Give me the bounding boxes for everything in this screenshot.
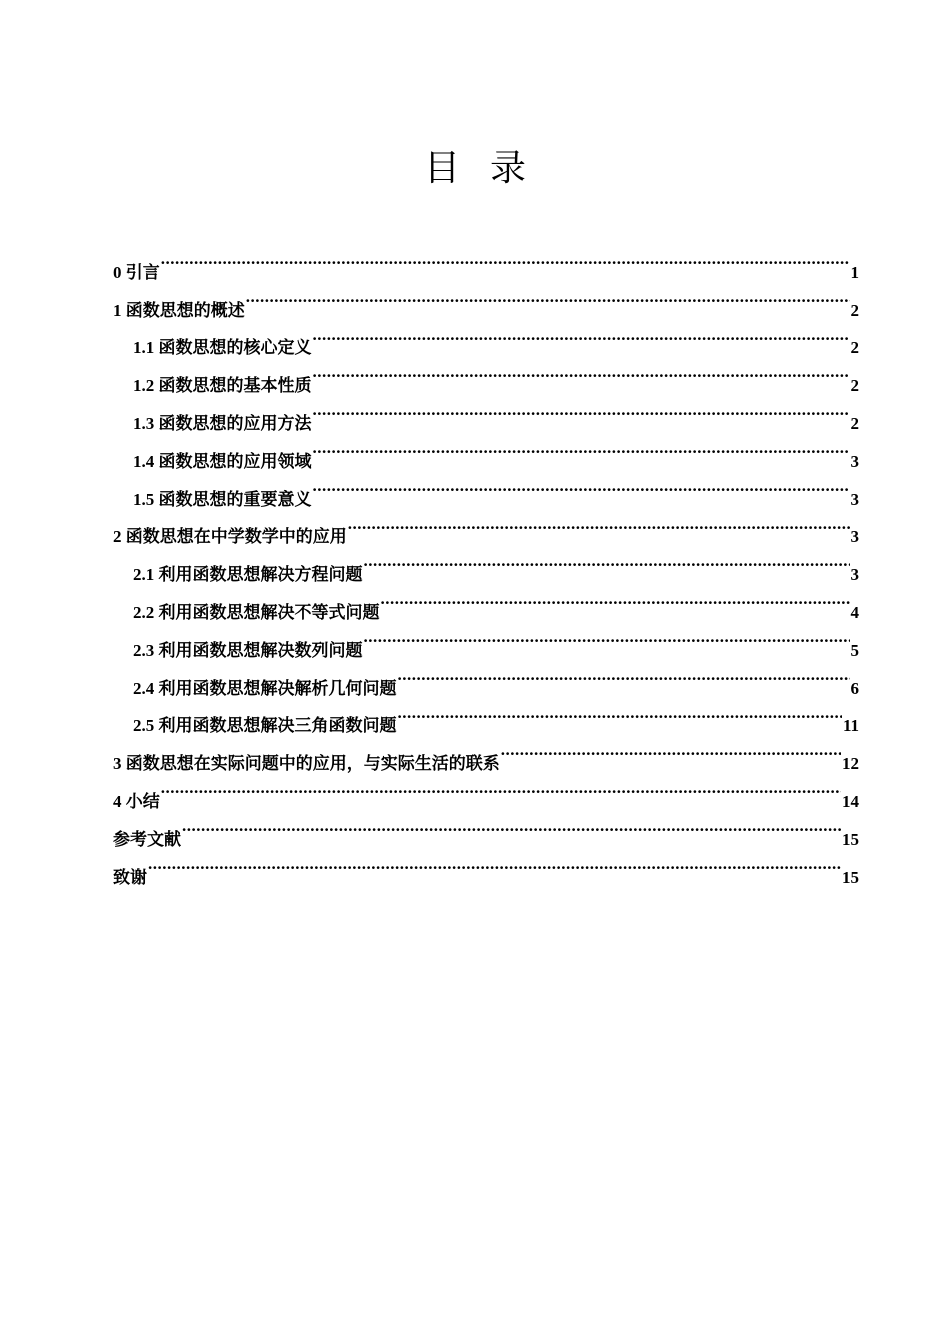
- toc-entry-text: 函数思想在中学数学中的应用: [125, 527, 347, 547]
- dot-leader: [313, 353, 850, 391]
- dot-leader: [348, 505, 850, 543]
- toc-entry-page-number: 2: [850, 338, 859, 358]
- toc-entry-text: 参考文献: [113, 829, 181, 849]
- toc-entry-label: [133, 707, 397, 745]
- toc-entry-number: 2.2: [133, 602, 155, 622]
- toc-entry-page-number: 14: [842, 791, 859, 811]
- toc-entry-page-number: 3: [850, 489, 859, 509]
- dot-leader: [364, 618, 850, 656]
- toc-entry-label: [133, 367, 312, 405]
- toc-entry-text: 函数思想的应用方法: [158, 413, 312, 433]
- toc-entry-label: [133, 405, 312, 443]
- toc-entry-page-number: 3: [850, 527, 859, 547]
- dot-leader: [246, 278, 850, 316]
- dot-leader: [182, 807, 841, 845]
- toc-entry-number: 1.1: [133, 338, 155, 358]
- toc-entry-page-number: 4: [850, 602, 859, 622]
- toc-entry-text: 函数思想的基本性质: [158, 376, 312, 396]
- dot-leader: [381, 580, 850, 618]
- toc-entry-text: 利用函数思想解决不等式问题: [158, 602, 380, 622]
- dot-leader: [398, 694, 842, 732]
- dot-leader: [313, 467, 850, 505]
- toc-entry-label: [113, 859, 147, 897]
- toc-entry-number: 2.1: [133, 565, 155, 585]
- toc-entry-number: 4: [113, 791, 122, 811]
- toc-entry-text: 利用函数思想解决数列问题: [158, 640, 363, 660]
- dot-leader: [313, 316, 850, 354]
- toc-entry-number: 2.5: [133, 716, 155, 736]
- toc-entry-text: 函数思想的概述: [125, 300, 245, 320]
- toc-entry[interactable]: [113, 769, 859, 811]
- toc-entry-number: 2: [113, 527, 122, 547]
- toc-entry-text: 函数思想的重要意义: [158, 489, 312, 509]
- toc-entry-number: 1: [113, 300, 122, 320]
- toc-entry-label: [133, 329, 312, 367]
- toc-entry-text: 利用函数思想解决解析几何问题: [158, 678, 397, 698]
- toc-entry-number: 0: [113, 262, 122, 282]
- toc-entry-page-number: 3: [850, 451, 859, 471]
- table-of-contents: [113, 240, 859, 887]
- toc-entry[interactable]: [113, 240, 859, 282]
- toc-entry-label: [133, 556, 363, 594]
- toc-entry-number: 3: [113, 754, 122, 774]
- toc-entry-page-number: 2: [850, 300, 859, 320]
- page-title: 目录: [423, 148, 556, 189]
- dot-leader: [501, 731, 841, 769]
- toc-entry-text: 利用函数思想解决三角函数问题: [158, 716, 397, 736]
- toc-entry[interactable]: [113, 278, 859, 320]
- dot-leader: [313, 391, 850, 429]
- toc-entry[interactable]: [113, 807, 859, 849]
- toc-entry-number: 1.4: [133, 451, 155, 471]
- toc-entry-text: 函数思想的核心定义: [158, 338, 312, 358]
- toc-entry-page-number: 6: [850, 678, 859, 698]
- toc-entry-page-number: 5: [850, 640, 859, 660]
- toc-entry-page-number: 11: [842, 716, 859, 736]
- dot-leader: [364, 542, 850, 580]
- toc-entry-label: [133, 632, 363, 670]
- toc-entry-number: 1.3: [133, 413, 155, 433]
- dot-leader: [161, 769, 841, 807]
- toc-entry-page-number: 15: [842, 829, 859, 849]
- toc-entry-text: 函数思想在实际问题中的应用，与实际生活的联系: [125, 754, 500, 774]
- toc-entry-label: [113, 783, 160, 821]
- toc-entry-text: 小结: [125, 791, 160, 811]
- toc-entry-page-number: 3: [850, 565, 859, 585]
- toc-entry-page-number: 2: [850, 413, 859, 433]
- toc-entry-label: [133, 481, 312, 519]
- dot-leader: [398, 656, 850, 694]
- toc-entry-page-number: 12: [842, 754, 859, 774]
- toc-entry-number: 1.2: [133, 376, 155, 396]
- toc-entry-number: 1.5: [133, 489, 155, 509]
- toc-entry-label: [113, 518, 347, 556]
- toc-entry-page-number: 15: [842, 867, 859, 887]
- toc-entry-text: 函数思想的应用领域: [158, 451, 312, 471]
- toc-entry-text: 引言: [125, 262, 160, 282]
- dot-leader: [313, 429, 850, 467]
- toc-entry-label: [113, 254, 160, 292]
- toc-entry-label: [133, 443, 312, 481]
- toc-entry-number: 2.4: [133, 678, 155, 698]
- toc-entry-text: 利用函数思想解决方程问题: [158, 565, 363, 585]
- toc-entry-page-number: 1: [850, 262, 859, 282]
- dot-leader: [161, 240, 850, 278]
- dot-leader: [148, 845, 841, 883]
- toc-entry-label: [133, 670, 397, 708]
- toc-entry-number: 2.3: [133, 640, 155, 660]
- toc-entry-label: [113, 292, 245, 330]
- toc-entry-label: [133, 594, 380, 632]
- toc-entry[interactable]: [113, 845, 859, 887]
- toc-entry-text: 致谢: [113, 867, 147, 887]
- toc-entry-page-number: 2: [850, 376, 859, 396]
